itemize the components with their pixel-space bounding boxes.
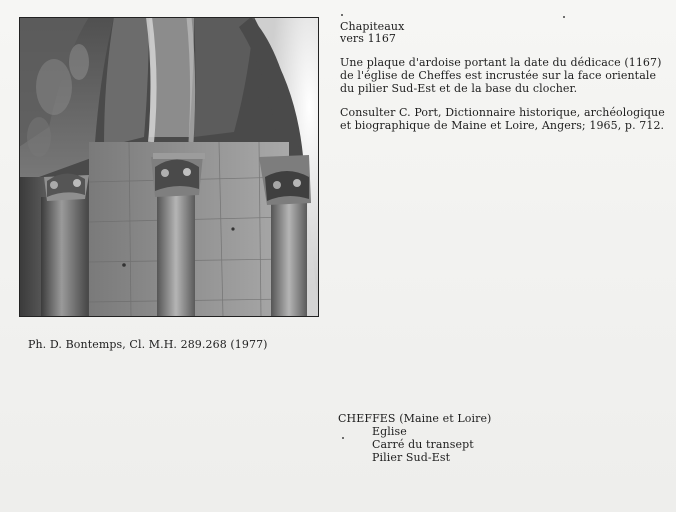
title: Chapiteaux [340,20,405,33]
mark-dot [563,16,565,18]
description-line: Une plaque d'ardoise portant la date du dédicace (1167) [340,56,662,69]
location-place: CHEFFES [338,412,396,425]
capitals-photo-illustration [19,17,319,317]
date: vers 1167 [340,32,397,45]
location-area: Carré du transept [372,438,474,451]
description-line: de l'église de Cheffes est incrustée sur la face orientale [340,69,657,82]
location-detail: Pilier Sud-Est [372,451,451,464]
description-line: du pilier Sud-Est et de la base du clocher. [340,82,578,95]
mark-dot [341,14,343,16]
photograph-capitals [19,17,319,317]
reference-line: Consulter C. Port, Dictionnaire historique, archéologique [340,106,665,119]
reference-line: et biographique de Maine et Loire, Angers; 1965, p. 712. [340,119,665,132]
photo-credit: Ph. D. Bontemps, Cl. M.H. 289.268 (1977) [28,338,268,351]
location-place-line [338,412,491,426]
mark-dot [342,437,344,439]
location-region: (Maine et Loire) [399,412,492,425]
location-building: Eglise [372,425,407,438]
